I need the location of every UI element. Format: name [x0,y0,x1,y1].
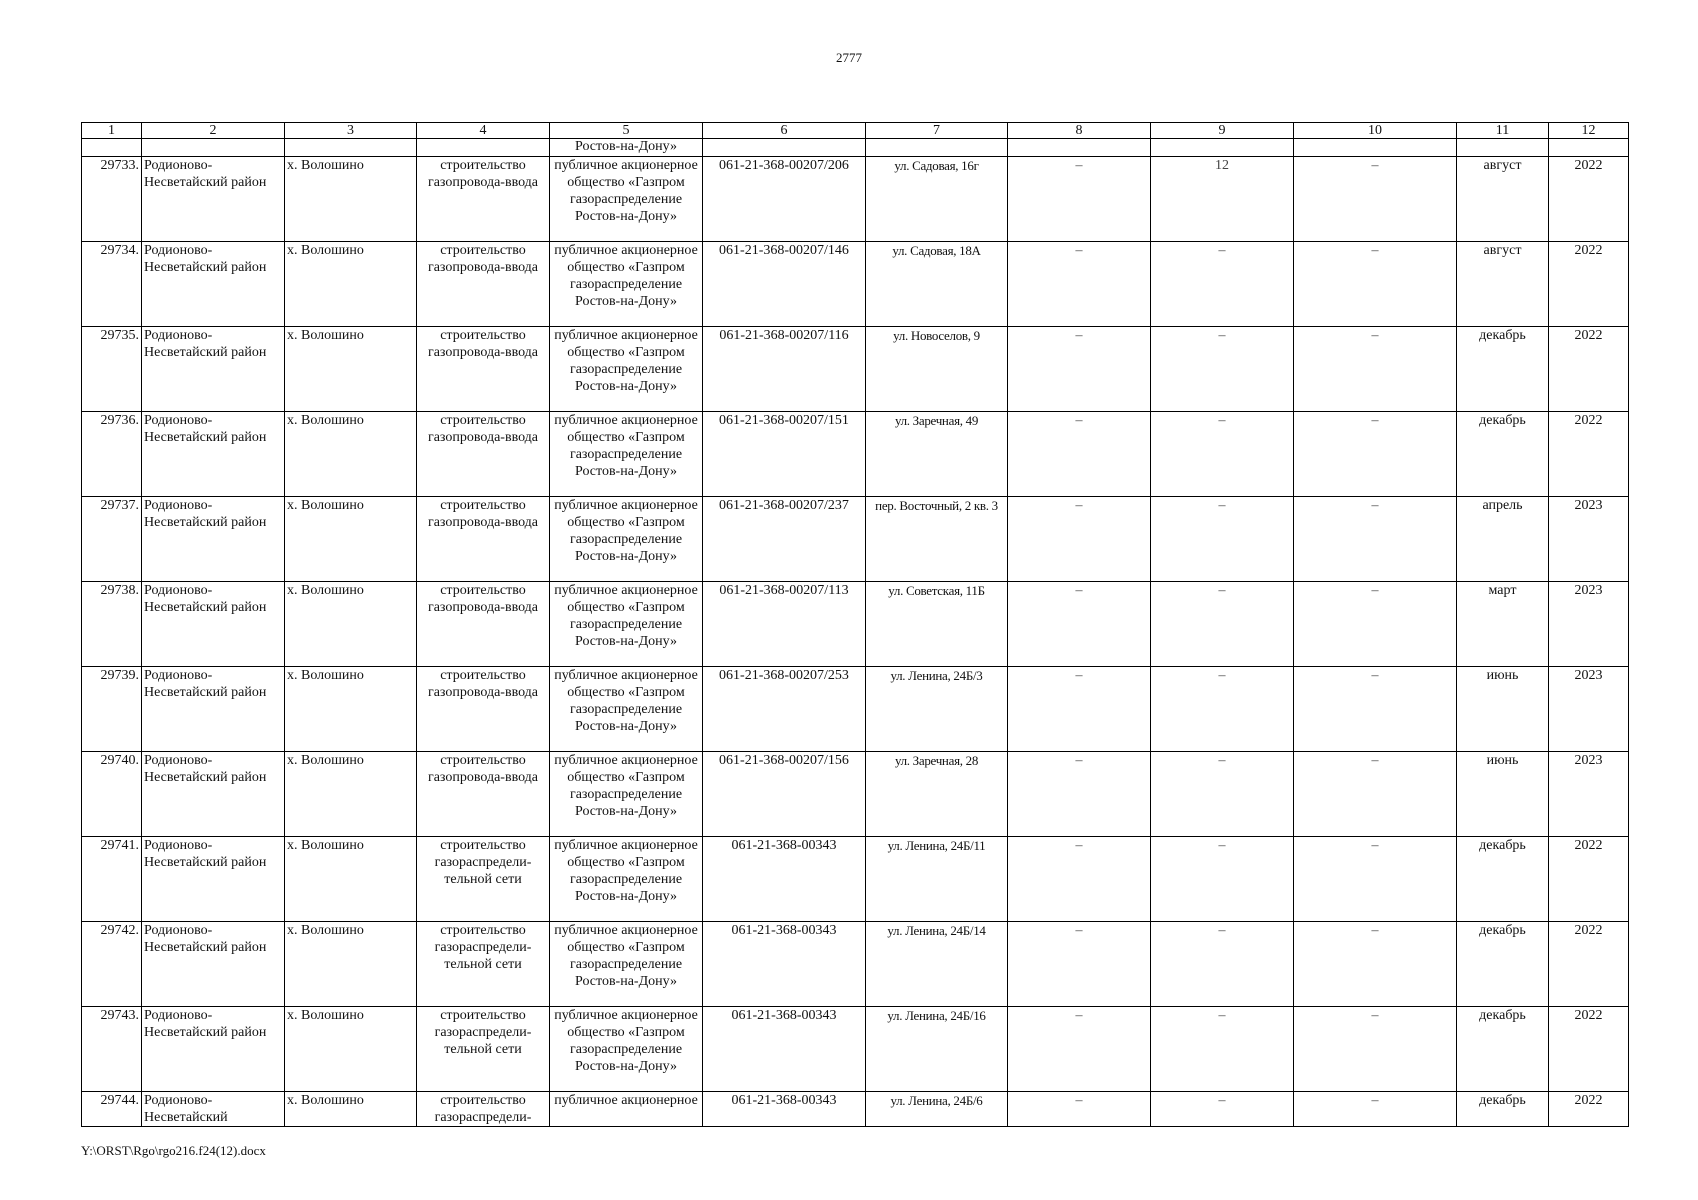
month-cell: декабрь [1457,412,1549,497]
month-cell: декабрь [1457,1092,1549,1127]
month-cell: декабрь [1457,837,1549,922]
owner-cell: Ростов-на-Дону» [550,139,703,157]
address-cell: ул. Советская, 11Б [866,582,1008,667]
owner-cell: публичное акционерное общество «Газпром газораспределение Ростов-на-Дону» [550,582,703,667]
work-type-cell: строительство газопровода-ввода [417,157,550,242]
owner-cell: публичное акционерное [550,1092,703,1127]
month-cell: декабрь [1457,327,1549,412]
work-type-cell: строительство газопровода-ввода [417,242,550,327]
column-9-cell: – [1151,667,1294,752]
year-cell: 2023 [1549,497,1629,582]
work-type-cell: строительство газопровода-ввода [417,582,550,667]
table-row [82,582,1629,667]
month-cell: март [1457,582,1549,667]
permit-code-cell: 061-21-368-00207/237 [703,497,866,582]
row-number-cell: 29743. [82,1007,142,1092]
column-10-cell: – [1294,752,1457,837]
table-row [82,157,1629,242]
address-cell: ул. Ленина, 24Б/3 [866,667,1008,752]
column-number: 5 [550,123,703,139]
settlement-cell: х. Волошино [285,242,417,327]
work-type-cell: строительство газопровода-ввода [417,412,550,497]
column-10-cell: – [1294,242,1457,327]
settlement-cell: х. Волошино [285,327,417,412]
row-number-cell: 29736. [82,412,142,497]
table-row [82,837,1629,922]
column-number: 10 [1294,123,1457,139]
column-10-cell: – [1294,582,1457,667]
address-cell: пер. Восточный, 2 кв. 3 [866,497,1008,582]
work-type-cell: строительство газораспредели- [417,1092,550,1127]
column-number: 1 [82,123,142,139]
district-cell: Родионово-Несветайский район [142,837,285,922]
address-cell: ул. Ленина, 24Б/14 [866,922,1008,1007]
year-cell: 2022 [1549,242,1629,327]
work-type-cell: строительство газопровода-ввода [417,752,550,837]
district-cell: Родионово-Несветайский район [142,157,285,242]
owner-cell: публичное акционерное общество «Газпром газораспределение Ростов-на-Дону» [550,922,703,1007]
month-cell: декабрь [1457,922,1549,1007]
column-number: 9 [1151,123,1294,139]
year-cell: 2022 [1549,327,1629,412]
table-row [82,1007,1629,1092]
year-cell: 2022 [1549,1007,1629,1092]
work-type-cell: строительство газопровода-ввода [417,497,550,582]
row-number-cell: 29733. [82,157,142,242]
table-row [82,327,1629,412]
column-10-cell: – [1294,1007,1457,1092]
district-cell: Родионово-Несветайский район [142,497,285,582]
column-8-cell: – [1008,582,1151,667]
address-cell: ул. Заречная, 49 [866,412,1008,497]
column-9-cell: – [1151,752,1294,837]
address-cell: ул. Новоселов, 9 [866,327,1008,412]
permit-code-cell: 061-21-368-00207/253 [703,667,866,752]
year-cell: 2022 [1549,1092,1629,1127]
column-number: 11 [1457,123,1549,139]
column-10-cell: – [1294,157,1457,242]
year-cell: 2022 [1549,922,1629,1007]
column-8-cell: – [1008,497,1151,582]
owner-cell: публичное акционерное общество «Газпром газораспределение Ростов-на-Дону» [550,667,703,752]
owner-cell: публичное акционерное общество «Газпром газораспределение Ростов-на-Дону» [550,327,703,412]
page-number: 2777 [836,50,862,65]
owner-cell: публичное акционерное общество «Газпром газораспределение Ростов-на-Дону» [550,412,703,497]
continuation-row [82,139,1629,157]
column-9-cell: – [1151,922,1294,1007]
settlement-cell: х. Волошино [285,667,417,752]
settlement-cell: х. Волошино [285,157,417,242]
work-type-cell: строительство газораспредели-тельной сети [417,922,550,1007]
address-cell: ул. Садовая, 18А [866,242,1008,327]
row-number-cell: 29742. [82,922,142,1007]
settlement-cell: х. Волошино [285,752,417,837]
settlement-cell: х. Волошино [285,412,417,497]
column-8-cell: – [1008,242,1151,327]
district-cell: Родионово-Несветайский район [142,582,285,667]
district-cell: Родионово-Несветайский район [142,327,285,412]
table-row [82,412,1629,497]
column-10-cell: – [1294,922,1457,1007]
permit-code-cell: 061-21-368-00343 [703,1092,866,1127]
column-number-row [82,123,1629,139]
column-9-cell: – [1151,582,1294,667]
table-row [82,922,1629,1007]
column-9-cell: – [1151,1007,1294,1092]
work-type-cell: строительство газопровода-ввода [417,667,550,752]
column-9-cell: – [1151,412,1294,497]
column-9-cell: – [1151,242,1294,327]
row-number-cell: 29737. [82,497,142,582]
district-cell: Родионово-Несветайский [142,1092,285,1127]
table-row [82,667,1629,752]
row-number-cell: 29739. [82,667,142,752]
column-8-cell: – [1008,837,1151,922]
column-10-cell: – [1294,412,1457,497]
owner-cell: публичное акционерное общество «Газпром газораспределение Ростов-на-Дону» [550,837,703,922]
year-cell: 2022 [1549,412,1629,497]
column-8-cell: – [1008,327,1151,412]
column-8-cell: – [1008,412,1151,497]
column-9-cell: – [1151,327,1294,412]
settlement-cell: х. Волошино [285,497,417,582]
permit-code-cell: 061-21-368-00207/151 [703,412,866,497]
month-cell: август [1457,242,1549,327]
table-row [82,497,1629,582]
row-number-cell: 29738. [82,582,142,667]
month-cell: декабрь [1457,1007,1549,1092]
column-number: 7 [866,123,1008,139]
address-cell: ул. Ленина, 24Б/11 [866,837,1008,922]
month-cell: июнь [1457,752,1549,837]
column-number: 2 [142,123,285,139]
settlement-cell: х. Волошино [285,922,417,1007]
owner-cell: публичное акционерное общество «Газпром газораспределение Ростов-на-Дону» [550,497,703,582]
column-9-cell: – [1151,837,1294,922]
permit-code-cell: 061-21-368-00207/156 [703,752,866,837]
table-row [82,242,1629,327]
year-cell: 2023 [1549,752,1629,837]
column-number: 3 [285,123,417,139]
row-number-cell: 29740. [82,752,142,837]
column-number: 8 [1008,123,1151,139]
district-cell: Родионово-Несветайский район [142,412,285,497]
month-cell: август [1457,157,1549,242]
district-cell: Родионово-Несветайский район [142,242,285,327]
year-cell: 2022 [1549,837,1629,922]
year-cell: 2022 [1549,157,1629,242]
permit-code-cell: 061-21-368-00207/116 [703,327,866,412]
row-number-cell: 29734. [82,242,142,327]
column-8-cell: – [1008,1007,1151,1092]
column-10-cell: – [1294,667,1457,752]
address-cell: ул. Ленина, 24Б/6 [866,1092,1008,1127]
register-table [81,122,1629,1127]
year-cell: 2023 [1549,667,1629,752]
column-number: 6 [703,123,866,139]
owner-cell: публичное акционерное общество «Газпром газораспределение Ростов-на-Дону» [550,157,703,242]
address-cell: ул. Ленина, 24Б/16 [866,1007,1008,1092]
row-number-cell: 29744. [82,1092,142,1127]
column-10-cell: – [1294,1092,1457,1127]
district-cell: Родионово-Несветайский район [142,1007,285,1092]
file-path-footer: Y:\ORST\Rgo\rgo216.f24(12).docx [81,1143,266,1158]
column-9-cell: 12 [1151,157,1294,242]
table-row [82,752,1629,837]
month-cell: апрель [1457,497,1549,582]
work-type-cell: строительство газопровода-ввода [417,327,550,412]
permit-code-cell: 061-21-368-00207/146 [703,242,866,327]
district-cell: Родионово-Несветайский район [142,922,285,1007]
table-row [82,1092,1629,1127]
permit-code-cell: 061-21-368-00343 [703,922,866,1007]
column-10-cell: – [1294,837,1457,922]
column-10-cell: – [1294,327,1457,412]
year-cell: 2023 [1549,582,1629,667]
permit-code-cell: 061-21-368-00343 [703,837,866,922]
month-cell: июнь [1457,667,1549,752]
column-8-cell: – [1008,1092,1151,1127]
column-9-cell: – [1151,1092,1294,1127]
owner-cell: публичное акционерное общество «Газпром газораспределение Ростов-на-Дону» [550,752,703,837]
permit-code-cell: 061-21-368-00207/206 [703,157,866,242]
settlement-cell: х. Волошино [285,582,417,667]
permit-code-cell: 061-21-368-00343 [703,1007,866,1092]
owner-cell: публичное акционерное общество «Газпром газораспределение Ростов-на-Дону» [550,1007,703,1092]
column-8-cell: – [1008,157,1151,242]
work-type-cell: строительство газораспредели-тельной сети [417,837,550,922]
column-9-cell: – [1151,497,1294,582]
permit-code-cell: 061-21-368-00207/113 [703,582,866,667]
row-number-cell: 29735. [82,327,142,412]
settlement-cell: х. Волошино [285,837,417,922]
column-8-cell: – [1008,667,1151,752]
column-number: 4 [417,123,550,139]
column-8-cell: – [1008,922,1151,1007]
address-cell: ул. Заречная, 28 [866,752,1008,837]
column-10-cell: – [1294,497,1457,582]
row-number-cell: 29741. [82,837,142,922]
settlement-cell: х. Волошино [285,1092,417,1127]
district-cell: Родионово-Несветайский район [142,667,285,752]
address-cell: ул. Садовая, 16г [866,157,1008,242]
settlement-cell: х. Волошино [285,1007,417,1092]
column-number: 12 [1549,123,1629,139]
work-type-cell: строительство газораспредели-тельной сети [417,1007,550,1092]
district-cell: Родионово-Несветайский район [142,752,285,837]
column-8-cell: – [1008,752,1151,837]
owner-cell: публичное акционерное общество «Газпром газораспределение Ростов-на-Дону» [550,242,703,327]
